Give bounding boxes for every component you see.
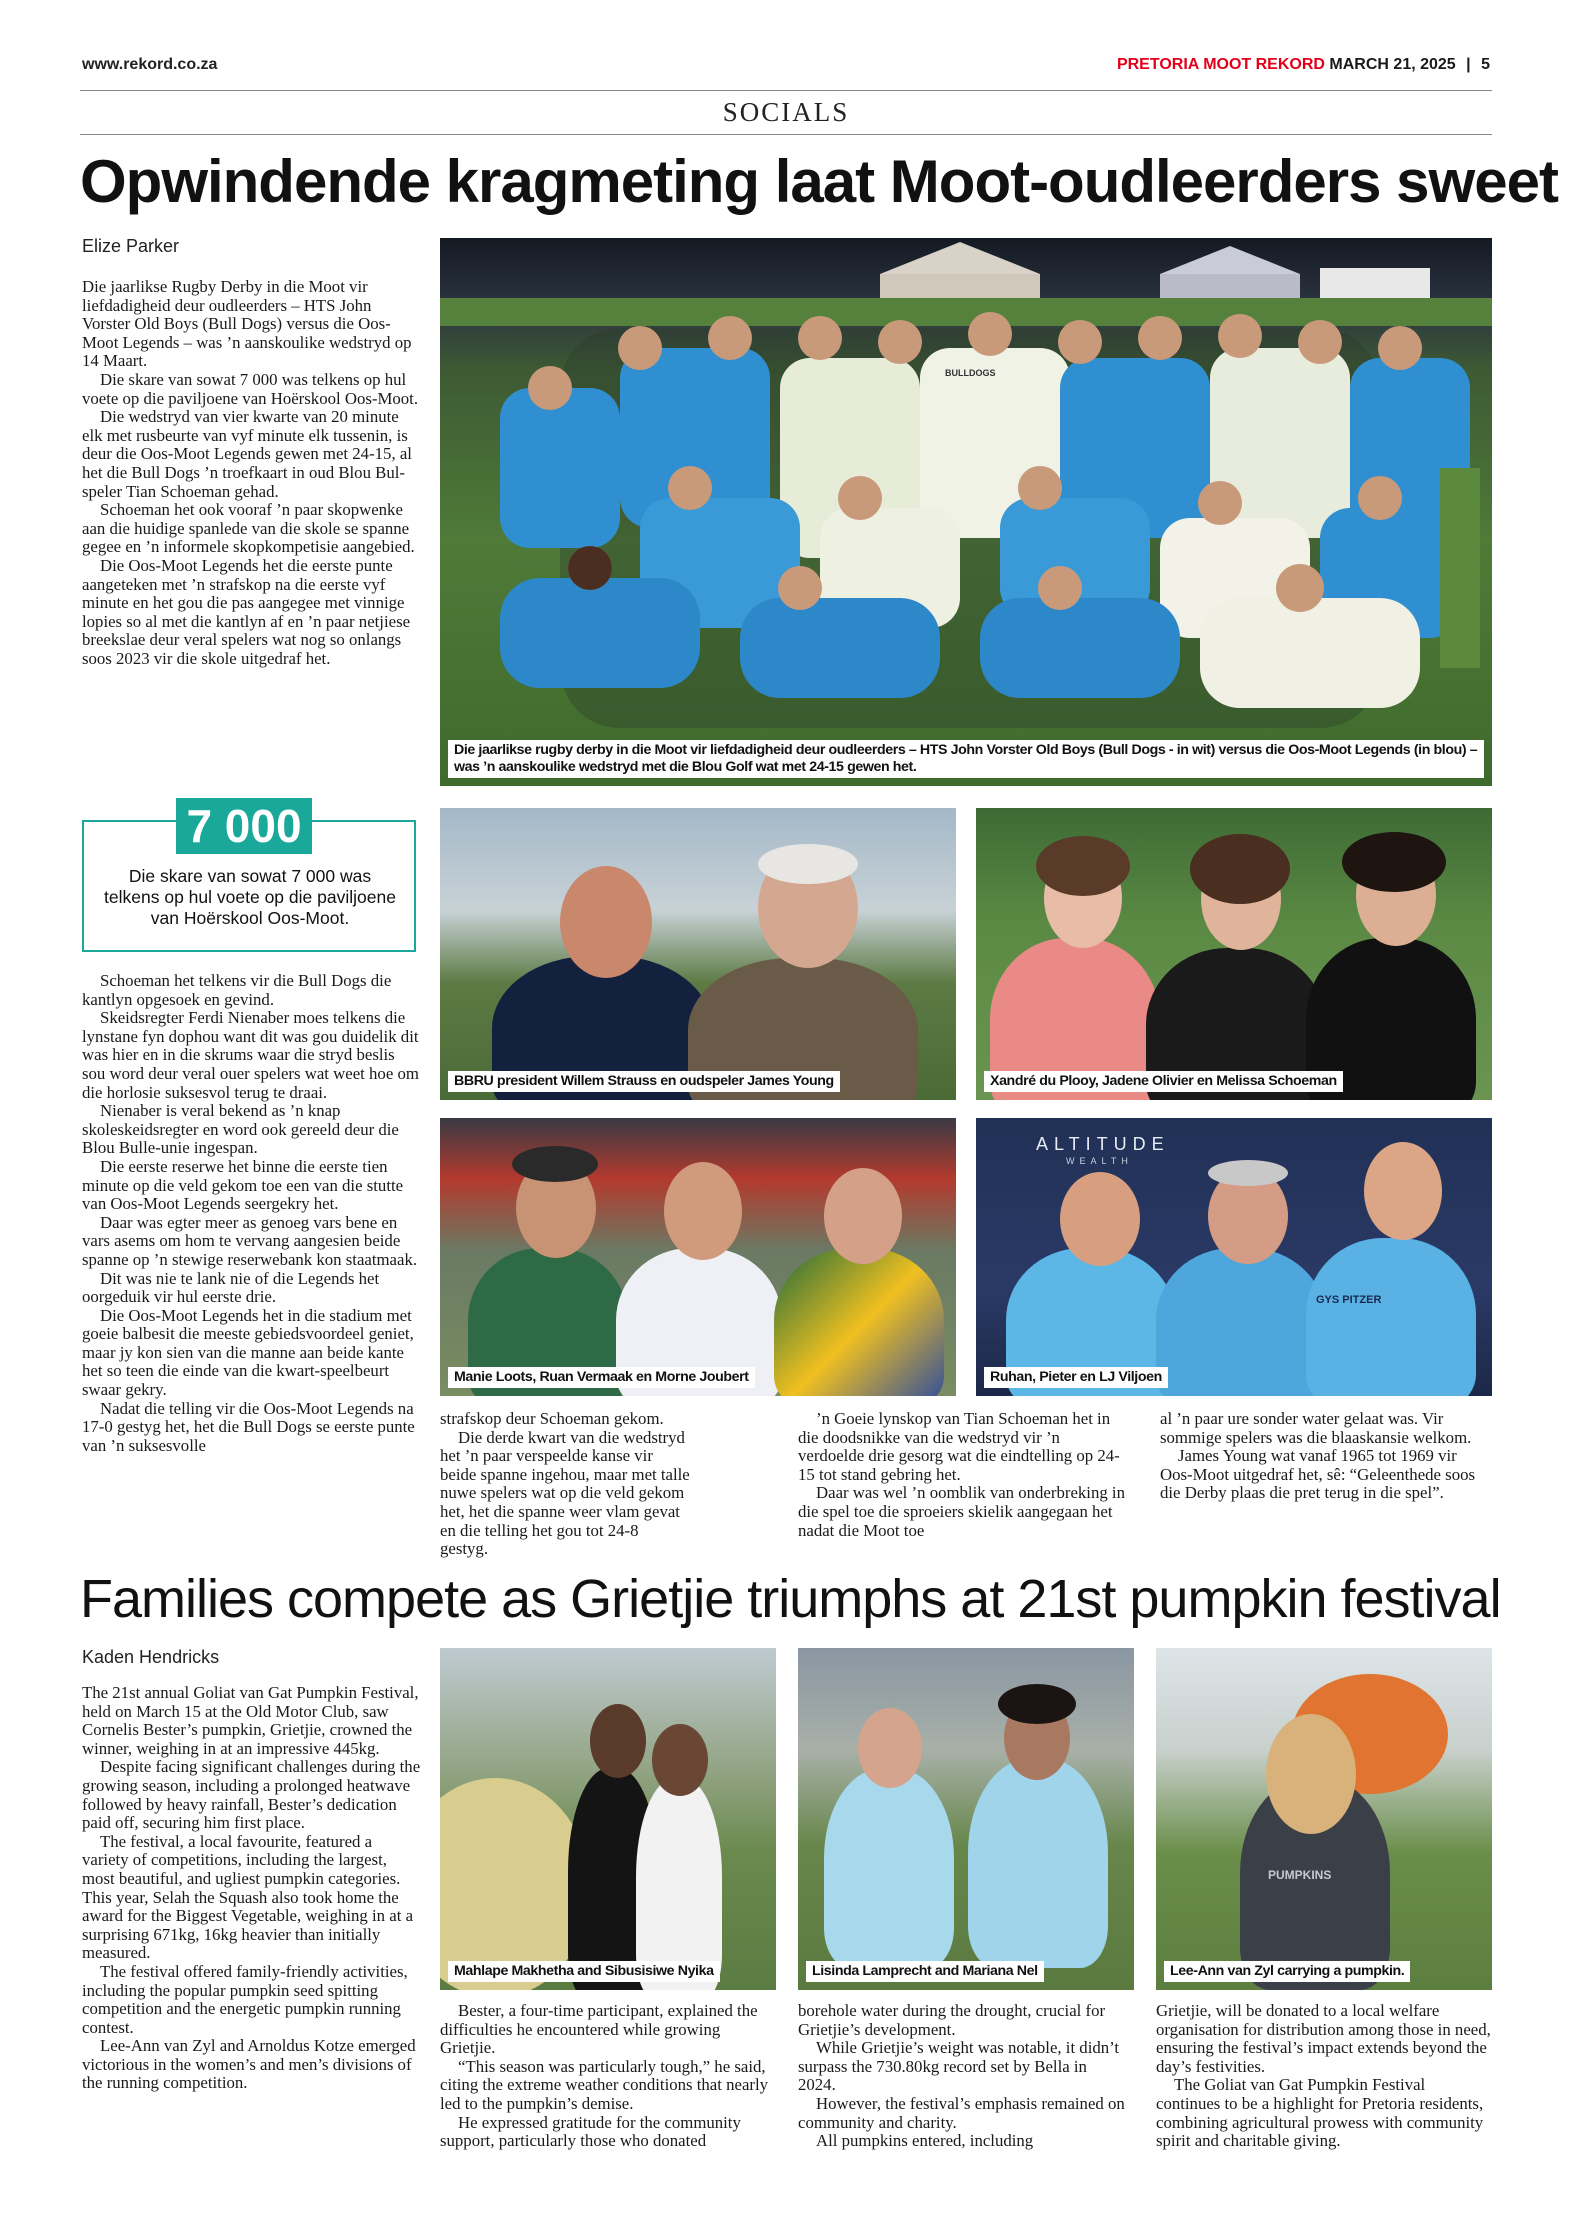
person (968, 1758, 1108, 1968)
article1-col1b (82, 972, 422, 1455)
paragraph: borehole water during the drought, crucial for Grietjie’s development. (798, 2001, 1106, 2039)
paragraph: However, the festival’s emphasis remained on community and charity. (798, 2093, 1125, 2132)
section-rule (80, 134, 1492, 135)
publication-name: PRETORIA MOOT REKORD (1116, 56, 1325, 73)
paragraph: Despite facing significant challenges during the growing season, including a prolonged heatwave followed by heavy rainfall, Bester’s dedication paid off, securing him first place. (82, 1757, 421, 1833)
header-rule (80, 90, 1492, 91)
article1-headline: Opwindende kragmeting laat Moot-oudleerders sweet (80, 148, 1558, 215)
bbru-caption: BBRU president Willem Strauss en oudspeler James Young (448, 1071, 840, 1092)
team-photo-caption: Die jaarlikse rugby derby in die Moot vir liefdadigheid deur oudleerders – HTS John Vorster Old Boys (Bull Dogs - in wit) versus die Oos-Moot Legends (in blou) – was ’n aanskoulike wedstryd met die Blou Golf wat met 24-15 gewen het. (448, 740, 1484, 778)
article1-intro (82, 278, 422, 668)
paragraph: Die wedstryd van vier kwarte van 20 minute elk met rusbeurte van vyf minute elk tussenin, is deur die Oos-Moot Legends gewen met 24-15, al het die Bull Dogs ’n troefkaart in oud Blou Bul-speler Tian Schoeman gehad. (82, 407, 412, 501)
person (1306, 1238, 1476, 1396)
paragraph: Die Oos-Moot Legends het in die stadium met goeie balbesit die meeste gebiedsvoordeel geniet, maar jy kon sien van die manne aan beide kante het so teen die einde van die kwart-speelbeurt swaar gekry. (82, 1305, 414, 1400)
paragraph: The festival offered family-friendly activities, including the popular pumpkin seed spitting competition and the energetic pumpkin running contest. (82, 1961, 408, 2037)
paragraph: The Goliat van Gat Pumpkin Festival continues to be a highlight for Pretoria residents, combining agricultural prowess with community spirit and charitable giving. (1156, 2075, 1484, 2151)
article2-headline: Families compete as Grietjie triumphs at 21st pumpkin festival (80, 1569, 1501, 1629)
stat-text: Die skare van sowat 7 000 was telkens op hul voete op die paviljoene van Hoërskool Oos-Moot. (104, 866, 396, 928)
team-photo (440, 238, 1492, 786)
publication-line (1117, 56, 1490, 74)
paragraph: Die derde kwart van die wedstryd het ’n paar verspeelde kanse vir beide spanne ingehou, maar met talle nuwe spelers wat op die veld gekom het, het die spanne weer vlam gevat en die telling het gou tot 24-8 gestyg. (440, 1427, 690, 1559)
person-head (1060, 1172, 1140, 1266)
xandre-caption: Xandré du Plooy, Jadene Olivier en Melissa Schoeman (984, 1071, 1343, 1092)
article1-col4 (1160, 1410, 1490, 1503)
hair (1342, 832, 1446, 892)
paragraph: Schoeman het ook vooraf ’n paar skopwenke aan die huidige spanlede van die skole se spanne gegee en ’n informele skopkompetisie aangebied. (82, 500, 415, 557)
paragraph: Bester, a four-time participant, explained the difficulties he encountered while growing Grietjie. (440, 2001, 758, 2058)
person-head (590, 1704, 646, 1778)
article2-col2 (440, 2002, 770, 2151)
paragraph: Schoeman het telkens vir die Bull Dogs die kantlyn opgesoek en gevind. (82, 971, 392, 1009)
paragraph: Die eerste reserwe het binne die eerste tien minute op die veld gekom toe een van die stutte van Oos-Moot Legends seergekry het. (82, 1156, 404, 1214)
article1-byline: Elize Parker (82, 236, 180, 256)
paragraph: Die Oos-Moot Legends het die eerste punte aangeteken met ’n strafskop na die eerste vyf minute en het gou die pas aangegee met vinnige lopies so al met die kantlyn af en ’n paar netjiese breekslae deur veral spelers wat nog so onlangs soos 2023 vir die skole uitgedraf het. (82, 555, 411, 668)
article2-col3 (798, 2002, 1128, 2151)
person-head (824, 1168, 902, 1264)
person-head (1364, 1142, 1442, 1240)
article2-col4 (1156, 2002, 1492, 2151)
paragraph: ’n Goeie lynskop van Tian Schoeman het in die doodsnikke van die wedstryd vir ’n verdoelde drie gesorg wat die eindtelling op 24-15 tot stand gebring het. (798, 1409, 1120, 1484)
ruhan-caption: Ruhan, Pieter en LJ Viljoen (984, 1367, 1168, 1388)
article1-col3 (798, 1410, 1128, 1540)
person-head (664, 1162, 742, 1260)
paragraph: Daar was wel ’n oomblik van onderbreking in die spel toe die sproeiers skielik aangegaan het nadat die Moot toe (798, 1483, 1125, 1540)
person-head (560, 866, 652, 978)
paragraph: Dit was nie te lank nie of die Legends het oorgeduik vir hul eerste drie. (82, 1268, 380, 1307)
hair (998, 1684, 1076, 1724)
site-url: www.rekord.co.za (82, 56, 218, 73)
page-number: 5 (1481, 56, 1490, 73)
paragraph: James Young wat vanaf 1965 tot 1969 vir Oos-Moot uitgedraf het, sê: “Geleenthede soos die Derby plaas die pret terug in die spel”. (1160, 1446, 1476, 1503)
person (1156, 1248, 1326, 1396)
hair (1266, 1714, 1356, 1834)
paragraph: Die skare van sowat 7 000 was telkens op hul voete op die paviljoene van Hoërskool Oos-Moot. (82, 369, 419, 408)
stat-number: 7 000 (176, 798, 312, 854)
team-photo-art (440, 238, 1492, 786)
paragraph: The festival, a local favourite, featured a variety of competitions, including the largest, most beautiful, and ugliest pumpkin categories. This year, Selah the Squash also took home the award for the Biggest Vegetable, weighing in at a surprising 671kg, 16kg heavier than initially measured. (82, 1831, 414, 1963)
mahlape-photo (440, 1648, 776, 1990)
hair (1208, 1160, 1288, 1186)
pumpkins-shirt-text: PUMPKINS (1268, 1868, 1332, 1882)
cap-hat (512, 1146, 598, 1182)
bbru-photo (440, 808, 956, 1100)
manie-caption: Manie Loots, Ruan Vermaak en Morne Joubert (448, 1367, 755, 1388)
hair (1036, 836, 1130, 896)
hair (758, 844, 858, 884)
person-head (858, 1708, 922, 1788)
paragraph: Grietjie, will be donated to a local welfare organisation for distribution among those in need, ensuring the festival’s impact extends beyond the day’s festivities. (1156, 2001, 1491, 2076)
mahlape-caption: Mahlape Makhetha and Sibusisiwe Nyika (448, 1961, 720, 1982)
bulldogs-shirt-text: BULLDOGS (945, 368, 996, 378)
lisinda-photo (798, 1648, 1134, 1990)
section-title: SOCIALS (722, 97, 850, 127)
altitude-logo-text: ALTITUDE (1036, 1134, 1170, 1154)
person (774, 1248, 944, 1396)
hair (1190, 834, 1290, 904)
paragraph: The 21st annual Goliat van Gat Pumpkin Festival, held on March 15 at the Old Motor Club, saw Cornelis Bester’s pumpkin, Grietjie, crowned the winner, weighing in at an impressive 445kg. (82, 1683, 419, 1758)
wealth-logo-text: WEALTH (1066, 1156, 1133, 1166)
manie-photo (440, 1118, 956, 1396)
separator: | (1466, 56, 1471, 73)
person (636, 1778, 722, 1990)
paragraph: Lee-Ann van Zyl and Arnoldus Kotze emerged victorious in the women’s and men’s divisions of the running competition. (82, 2036, 416, 2093)
paragraph: Nienaber is veral bekend as ’n knap skoleskeidsregter en word ook gereeld deur die Blou Bulle-unie ingespan. (82, 1101, 399, 1158)
issue-date: MARCH 21, 2025 (1329, 56, 1456, 73)
leeann-caption: Lee-Ann van Zyl carrying a pumpkin. (1164, 1961, 1410, 1982)
paragraph: Daar was egter meer as genoeg vars bene en vars asems om hom te vervang aangesien beide spanne op ’n stewige reserwebank kon staatmaak. (82, 1212, 418, 1269)
paragraph: Nadat die telling vir die Oos-Moot Legends na 17-0 gestyg het, het die Bull Dogs se eerste punte van ’n suksesvolle (82, 1398, 415, 1455)
person (824, 1768, 954, 1968)
paragraph: al ’n paar ure sonder water gelaat was. Vir sommige spelers was die blaaskansie welkom. (1160, 1409, 1472, 1447)
person-head (652, 1724, 708, 1796)
article2-col1 (82, 1684, 422, 2093)
ruhan-photo (976, 1118, 1492, 1396)
xandre-photo (976, 808, 1492, 1100)
paragraph: He expressed gratitude for the community support, particularly those who donated (440, 2112, 741, 2151)
paragraph: strafskop deur Schoeman gekom. (440, 1409, 664, 1428)
paragraph: “This season was particularly tough,” he said, citing the extreme weather conditions that nearly led to the pumpkin’s demise. (440, 2056, 769, 2113)
lisinda-caption: Lisinda Lamprecht and Mariana Nel (806, 1961, 1044, 1982)
gys-pitzer-shirt-text: GYS PITZER (1316, 1294, 1382, 1306)
paragraph: Die jaarlikse Rugby Derby in die Moot vir liefdadigheid deur oudleerders – HTS John Vorster Old Boys (Bull Dogs) versus die Oos-Moot Legends – was ’n aanskoulike wedstryd op 14 Maart. (82, 277, 412, 371)
article1-col2 (440, 1410, 690, 1559)
leeann-photo (1156, 1648, 1492, 1990)
paragraph: While Grietjie’s weight was notable, it didn’t surpass the 730.80kg record set by Bella in 2024. (798, 2038, 1120, 2095)
paragraph: Skeidsregter Ferdi Nienaber moes telkens die lynstane fyn dophou want dit was gou duidelik dit was hier en in die skrums waar die stryd beslis sou word deur veral ouer spelers wat weet hoe om die horlosie suksesvol terug te draai. (82, 1008, 419, 1102)
article2-byline: Kaden Hendricks (82, 1647, 220, 1667)
paragraph: All pumpkins entered, including (816, 2131, 1034, 2151)
